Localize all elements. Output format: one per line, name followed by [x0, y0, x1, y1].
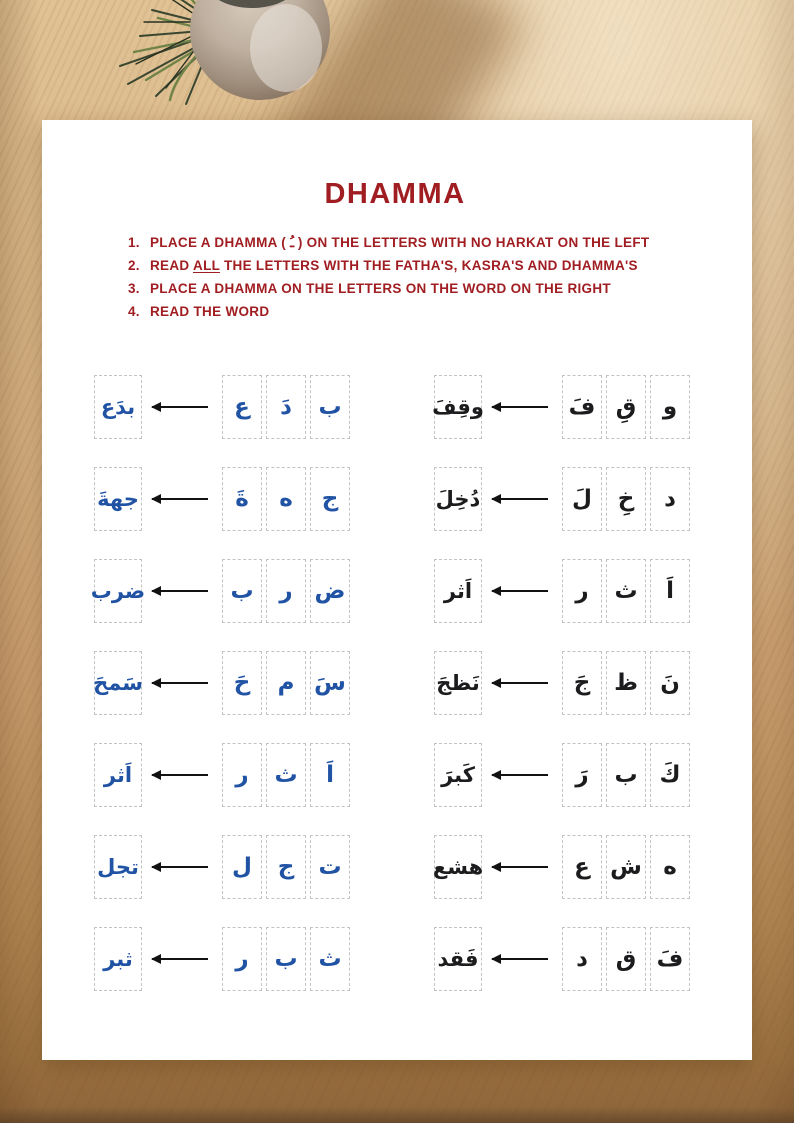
letter-card: ب: [606, 743, 646, 807]
letter-card: اَ: [310, 743, 350, 807]
left-arrow-icon: [492, 743, 548, 807]
word-card: اَثر: [434, 559, 482, 623]
exercise-row: [94, 375, 350, 439]
letter-card: ب: [310, 375, 350, 439]
letter-cards: [222, 743, 350, 807]
letter-card: ه: [650, 835, 690, 899]
letter-card: خِ: [606, 467, 646, 531]
letter-cards: [562, 375, 690, 439]
letter-card: ث: [606, 559, 646, 623]
letter-card: جَ: [562, 651, 602, 715]
letter-card: ج: [266, 835, 306, 899]
left-arrow-icon: [152, 467, 208, 531]
letter-card: فَ: [562, 375, 602, 439]
letter-card: دَ: [266, 375, 306, 439]
letter-cards: [562, 559, 690, 623]
letter-card: د: [562, 927, 602, 991]
letter-card: اَ: [650, 559, 690, 623]
instructions-list: [128, 231, 696, 323]
letter-card: نَ: [650, 651, 690, 715]
right-column: [434, 375, 690, 991]
instruction-text: PLACE A DHAMMA ON THE LETTERS ON THE WORD ON THE RIGHT: [150, 281, 611, 296]
exercise-row: [434, 927, 690, 991]
word-card: وقِفَ: [434, 375, 482, 439]
worksheet-paper: [42, 120, 752, 1060]
letter-cards: [562, 927, 690, 991]
underlined-word: ALL: [193, 258, 220, 273]
exercise-area: [90, 375, 696, 991]
left-arrow-icon: [152, 559, 208, 623]
left-arrow-icon: [152, 927, 208, 991]
letter-card: ث: [266, 743, 306, 807]
letter-cards: [562, 651, 690, 715]
letter-card: م: [266, 651, 306, 715]
page-title: DHAMMA: [324, 178, 466, 210]
vase: [100, 0, 360, 128]
word-card: كَبرَ: [434, 743, 482, 807]
table-edge: [0, 1107, 794, 1123]
letter-card: ض: [310, 559, 350, 623]
letter-cards: [562, 835, 690, 899]
exercise-row: [94, 927, 350, 991]
exercise-row: [94, 743, 350, 807]
vase-plant-illustration: [100, 0, 360, 128]
exercise-row: [434, 743, 690, 807]
letter-card: ب: [222, 559, 262, 623]
word-card: هشع: [434, 835, 482, 899]
instruction-item-4: [128, 300, 696, 323]
letter-card: ه: [266, 467, 306, 531]
exercise-row: [434, 467, 690, 531]
left-arrow-icon: [152, 835, 208, 899]
instruction-number: 2.: [128, 258, 140, 273]
letter-cards: [222, 467, 350, 531]
letter-cards: [222, 559, 350, 623]
letter-card: ع: [562, 835, 602, 899]
word-card: جهةَ: [94, 467, 142, 531]
letter-card: ج: [310, 467, 350, 531]
letter-card: و: [650, 375, 690, 439]
letter-card: ر: [222, 927, 262, 991]
instruction-number: 1.: [128, 235, 140, 250]
exercise-row: [434, 651, 690, 715]
instruction-text: PLACE A DHAMMA ( ـُ ) ON THE LETTERS WITH NO HARKAT ON THE LEFT: [150, 235, 650, 250]
letter-card: ظ: [606, 651, 646, 715]
letter-card: ش: [606, 835, 646, 899]
letter-card: سَ: [310, 651, 350, 715]
instruction-number: 3.: [128, 281, 140, 296]
left-arrow-icon: [492, 927, 548, 991]
word-card: سَمحَ: [94, 651, 142, 715]
instruction-text: READ THE WORD: [150, 304, 270, 319]
left-arrow-icon: [152, 743, 208, 807]
letter-card: ب: [266, 927, 306, 991]
left-arrow-icon: [152, 375, 208, 439]
exercise-row: [94, 835, 350, 899]
letter-card: قِ: [606, 375, 646, 439]
exercise-row: [434, 835, 690, 899]
left-arrow-icon: [492, 835, 548, 899]
letter-card: د: [650, 467, 690, 531]
letter-card: لَ: [562, 467, 602, 531]
letter-card: ع: [222, 375, 262, 439]
letter-cards: [562, 467, 690, 531]
left-arrow-icon: [492, 467, 548, 531]
word-card: نَظجَ: [434, 651, 482, 715]
letter-cards: [222, 375, 350, 439]
letter-card: ر: [266, 559, 306, 623]
letter-card: ق: [606, 927, 646, 991]
instruction-item-2: [128, 254, 696, 277]
word-card: تجل: [94, 835, 142, 899]
word-card: فَقد: [434, 927, 482, 991]
left-column: [90, 375, 350, 991]
exercise-row: [434, 559, 690, 623]
letter-card: ت: [310, 835, 350, 899]
exercise-row: [94, 467, 350, 531]
left-arrow-icon: [492, 559, 548, 623]
instruction-number: 4.: [128, 304, 140, 319]
letter-cards: [222, 927, 350, 991]
letter-card: ر: [562, 559, 602, 623]
exercise-row: [90, 559, 350, 623]
letter-card: ث: [310, 927, 350, 991]
word-card: بدَع: [94, 375, 142, 439]
left-arrow-icon: [492, 375, 548, 439]
left-arrow-icon: [152, 651, 208, 715]
exercise-row: [94, 651, 350, 715]
instruction-text: READ ALL THE LETTERS WITH THE FATHA'S, KASRA'S AND DHAMMA'S: [150, 258, 638, 273]
letter-cards: [562, 743, 690, 807]
word-card: ثبر: [94, 927, 142, 991]
letter-card: فَ: [650, 927, 690, 991]
letter-card: كَ: [650, 743, 690, 807]
letter-cards: [222, 835, 350, 899]
word-card: دُخِلَ: [434, 467, 482, 531]
left-arrow-icon: [492, 651, 548, 715]
letter-card: ةَ: [222, 467, 262, 531]
letter-card: ر: [222, 743, 262, 807]
word-card: اَثر: [94, 743, 142, 807]
letter-card: رَ: [562, 743, 602, 807]
exercise-row: [434, 375, 690, 439]
word-card: ضرب: [94, 559, 142, 623]
instruction-item-1: [128, 231, 696, 254]
letter-card: ل: [222, 835, 262, 899]
letter-cards: [222, 651, 350, 715]
letter-card: حَ: [222, 651, 262, 715]
instruction-item-3: [128, 277, 696, 300]
